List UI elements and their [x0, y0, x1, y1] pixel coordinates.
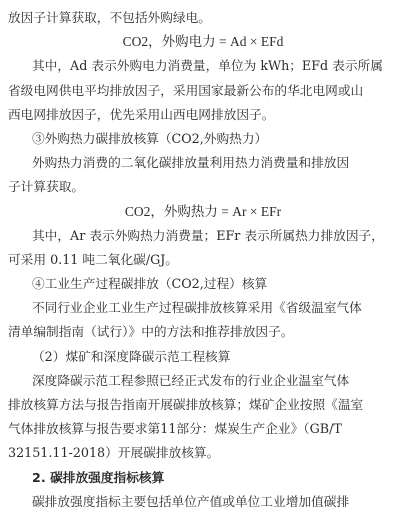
text-line: 西电网排放因子，优先采用山西电网排放因子。 [8, 106, 275, 122]
section-heading-purchased-heat: ③外购热力碳排放核算（CO2,外购热力） [32, 130, 268, 146]
equation-purchased-heat: CO2，外购热力 = Ar × EFr [124, 203, 282, 219]
equation-purchased-electricity: CO2，外购电力 = Ad × EFd [122, 34, 284, 50]
section-heading-intensity: 2. 碳排放强度指标核算 [32, 469, 165, 485]
text-line: 排放核算方法与报告指南开展碳排放核算；煤矿企业按照《温室 [8, 397, 364, 412]
text-line: 清单编制指南（试行）》中的方法和推荐排放因子。 [8, 324, 294, 340]
text-line: 其中，Ad 表示外购电力消费量，单位为 kWh；EFd 表示所属 [32, 58, 383, 74]
text-line: 可采用 0.11 吨二氧化碳/GJ。 [8, 251, 178, 267]
text-line: 子计算获取。 [8, 179, 85, 195]
text-line: 省级电网供电平均排放因子，采用国家最新公布的华北电网或山 [8, 82, 364, 98]
text-line: 放因子计算获取，不包括外购绿电。 [8, 10, 211, 25]
text-line: 气体排放核算与报告要求第11部分：煤炭生产企业》（GB/T [8, 421, 342, 437]
text-line: 外购热力消费的二氧化碳排放量利用热力消费量和排放因 [32, 155, 350, 171]
text-line: 不同行业企业工业生产过程碳排放核算采用《省级温室气体 [32, 300, 362, 316]
text-line: 深度降碳示范工程参照已经正式发布的行业企业温室气体 [32, 372, 350, 388]
section-heading-industrial-process: ④工业生产过程碳排放（CO2,过程）核算 [32, 276, 268, 292]
text-line: 32151.11-2018）开展碳排放核算。 [8, 445, 220, 461]
text-line: 碳排放强度指标主要包括单位产值或单位工业增加值碳排 [32, 493, 350, 509]
section-heading-coal-mine: （2）煤矿和深度降碳示范工程核算 [32, 348, 231, 364]
text-line: 其中，Ar 表示外购热力消费量；EFr 表示所属热力排放因子， [32, 227, 384, 243]
